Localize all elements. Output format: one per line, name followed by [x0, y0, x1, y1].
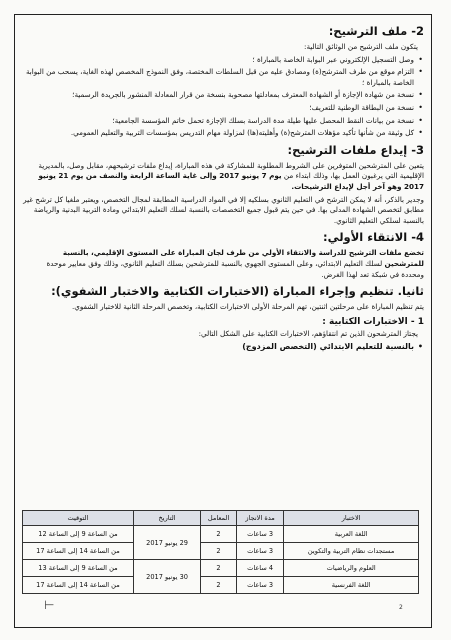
header-test: الاختبار — [284, 511, 419, 526]
cell-test: مستجدات نظام التربية والتكوين — [284, 543, 419, 560]
cell-coefficient: 2 — [201, 526, 237, 543]
list-item: • التزام موقع من طرف المترشح(ة) ومصادق عليه من قبل السلطات المختصة، وفق النموذج المخصص لهذه الغاية، يسحب من البوابة الخاصة بالمباراة ؛ — [22, 67, 414, 88]
table-row — [23, 560, 419, 577]
table-row — [23, 526, 419, 543]
page-number: 2 — [399, 604, 403, 611]
cell-duration: 3 ساعات — [236, 577, 284, 594]
exam-schedule-table — [22, 510, 419, 594]
header-duration: مدة الانجاز — [236, 511, 284, 526]
list-item: • كل وثيقة من شأنها تأكيد مؤهلات المترشح(ة) وأهليته(ها) لمزاولة مهام التدريس بمؤسسات التربية والتعليم العمومي. — [22, 128, 414, 139]
deadline-text: يوم 7 يونيو 2017 وإلى غاية الساعة الرابعة والنصف من يوم 21 يونيو 2017 وهو آخر أجل لإيداع الترشيحات. — [38, 171, 424, 191]
section-3-paragraph-1 — [22, 161, 424, 193]
header-time: التوقيت — [23, 511, 134, 526]
primary-education-label: • بالنسبة للتعليم الابتدائي (التخصص المزدوج) — [22, 342, 414, 353]
cell-date: 29 يونيو 2017 — [133, 526, 200, 560]
cell-test: اللغة الفرنسية — [284, 577, 419, 594]
section-3-text: يتعين على المترشحين المتوفرين على الشروط المطلوبة للمشاركة في هذه المباراة، إيداع ملفات ترشيحهم، مقابل وصل، بالمديرية الإقليمية التي يرغبون العمل بها، وذلك ابتداء من — [38, 160, 424, 181]
section-4-text: لسلك التعليم الابتدائي، وعلى المستوى الجهوي بالنسبة للمترشحين بسلك التعليم الثانوي، وذلك وفق معايير موحدة ومحددة في شبكة تعد لهذا الغرض. — [46, 258, 424, 279]
section-3-paragraph-2: وجدير بالذكر، أنه لا يمكن الترشح في التعليم الثانوي بسلكيه إلا في المواد الدراسية المطابقة لمجال التخصص، ويعتبر ملغيا كل ترشح غير مطابق لتخصص الشهادة المدلى بها. في حين يتم قبول جميع التخصصات بالنسبة لسلك التعليم الابتدائي ومادة التربية البدنية والرياضة بالنسبة لسلكي التعليم الثانوي. — [23, 194, 424, 225]
section-2-title: 2- ملف الترشيح: — [328, 24, 424, 38]
cell-coefficient: 2 — [201, 577, 237, 594]
cell-date: 30 يونيو 2017 — [133, 560, 200, 594]
table-row — [23, 577, 419, 594]
cell-test: اللغة العربية — [284, 526, 419, 543]
cell-time: من الساعة 9 إلى الساعة 12 — [23, 526, 134, 543]
cell-coefficient: 2 — [201, 543, 237, 560]
list-item: • وصل التسجيل الإلكتروني عبر البوابة الخاصة بالمباراة ؛ — [22, 55, 414, 66]
section-3-title: 3- إيداع ملفات الترشيح: — [287, 142, 424, 157]
list-item: • نسخة من شهادة الإجازة أو الشهادة المعترف بمعادلتها مصحوبة بنسخة من قرار المعادلة المنشور بالجريدة الرسمية؛ — [22, 90, 414, 101]
part-2-paragraph: يتم تنظيم المباراة على مرحلتين اثنتين، تهم المرحلة الأولى الاختبارات الكتابية، وتخصص المرحلة الثانية للاختبار الشفوي. — [71, 302, 424, 312]
section-4-title: 4- الانتقاء الأولي: — [323, 230, 424, 245]
header-date: التاريخ — [133, 511, 200, 526]
cell-duration: 3 ساعات — [236, 526, 284, 543]
cell-time: من الساعة 14 إلى الساعة 17 — [23, 577, 134, 594]
list-item: • نسخة من البطاقة الوطنية للتعريف؛ — [22, 103, 414, 114]
section-2-list — [22, 55, 424, 139]
list-item: • نسخة من بيانات النقط المحصل عليها طيلة مدة الدراسة بسلك الإجازة تحمل خاتم المؤسسة الجامعية؛ — [22, 116, 414, 127]
scan-mark: ⊢ — [44, 598, 55, 612]
section-2-intro: يتكون ملف الترشيح من الوثائق التالية: — [304, 42, 418, 51]
written-exams-text: يجتاز المترشحون الذين تم انتقاؤهم، الاختبارات الكتابية على الشكل التالي: — [198, 329, 418, 339]
cell-time: من الساعة 14 إلى الساعة 17 — [23, 543, 134, 560]
written-exams-subtitle: 1 - الاختبارات الكتابية : — [322, 316, 424, 327]
cell-coefficient: 2 — [201, 560, 237, 577]
section-4-bold-text: تخضع ملفات الترشيح للدراسة والانتقاء الأولي من طرف لجان المباراة على المستوى الإقليمي، بالنسبة للمترشحين — [62, 248, 424, 268]
cell-duration: 3 ساعات — [236, 543, 284, 560]
section-part-2-title: ثانيا. تنظيم وإجراء المباراة (الاختبارات الكتابية والاختبار الشفوي): — [51, 284, 424, 299]
cell-test: العلوم والرياضيات — [284, 560, 419, 577]
primary-list — [22, 342, 424, 353]
document-body — [22, 22, 424, 354]
table-row — [23, 543, 419, 560]
cell-duration: 4 ساعات — [236, 560, 284, 577]
section-4-paragraph — [22, 248, 424, 280]
table-header-row — [23, 511, 419, 526]
cell-time: من الساعة 9 إلى الساعة 13 — [23, 560, 134, 577]
header-coefficient: المعامل — [201, 511, 237, 526]
